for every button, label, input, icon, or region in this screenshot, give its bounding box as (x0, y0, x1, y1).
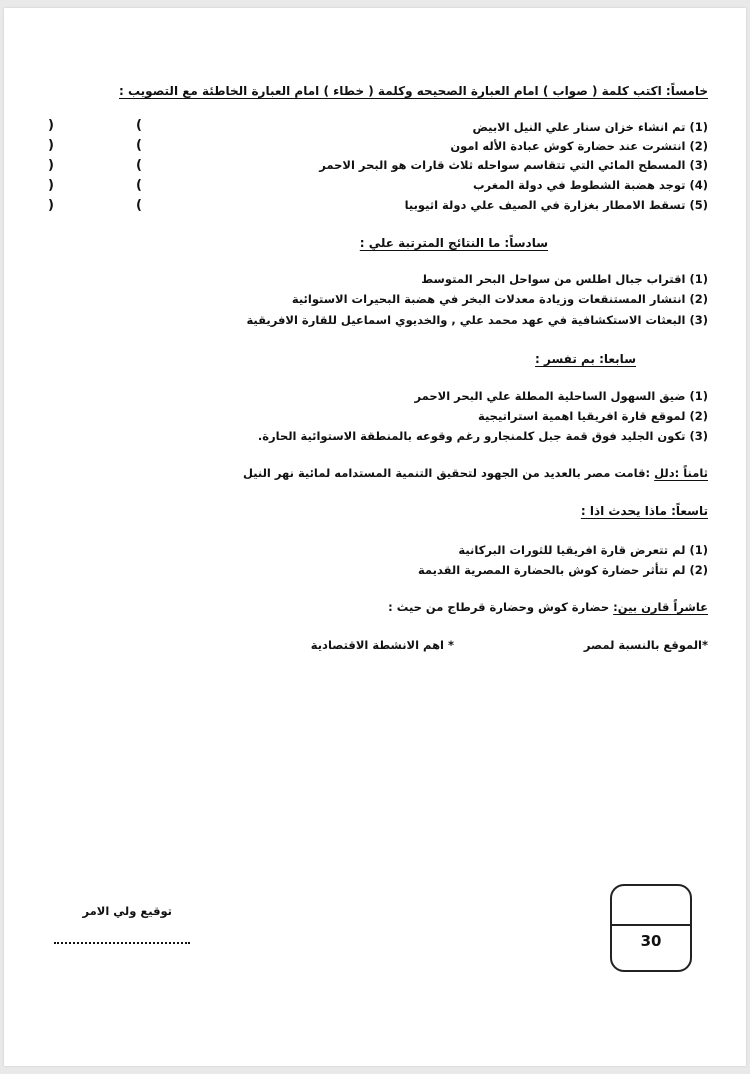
section10-line (388, 600, 708, 614)
section9-heading: تاسعاً: ماذا يحدث اذا : (580, 504, 708, 518)
section7-item-1: (1) ضيق السهول الساحلية المطلة علي البحر الاحمر (414, 389, 708, 403)
answer-paren-open: ( (136, 178, 142, 193)
answer-paren-close: ) (48, 158, 54, 173)
section5-item-5: (5) تسقط الامطار بغزارة في الصيف علي دولة اثيوبيا (404, 198, 708, 212)
answer-paren-open: ( (136, 198, 142, 213)
section10-heading: عاشراً قارن بين: (613, 600, 708, 614)
section5-item-1: (1) تم انشاء خزان سنار علي النيل الابيض (472, 120, 708, 134)
answer-paren-open: ( (136, 158, 142, 173)
section6-item-2: (2) انتشار المستنقعات وزيادة معدلات البخر في هضبة البحيرات الاستوائية (291, 292, 708, 306)
answer-paren-close: ) (48, 138, 54, 153)
score-value: 30 (640, 932, 662, 950)
answer-paren-close: ) (48, 178, 54, 193)
section7-heading: سابعا: بم تفسر : (535, 352, 636, 366)
section10-point-economy: * اهم الانشطة الاقتصادية (310, 638, 454, 652)
section6-item-1: (1) اقتراب جبال اطلس من سواحل البحر المتوسط (421, 272, 708, 286)
score-box-divider (612, 924, 690, 926)
section5-item-2: (2) انتشرت عند حضارة كوش عبادة الأله امون (450, 139, 708, 153)
section8-line (243, 466, 708, 480)
section10-point-location: *الموقع بالنسبة لمصر (583, 638, 708, 652)
section9-item-1: (1) لم تتعرض قارة افريقيا للثورات البركانية (458, 543, 708, 557)
answer-paren-close: ) (48, 198, 54, 213)
section7-item-3: (3) تكون الجليد فوق قمة جبل كلمنجارو رغم وقوعه بالمنطقة الاستوائية الحارة. (257, 429, 708, 443)
worksheet-page (4, 8, 746, 1066)
parent-signature-label: توقيع ولي الامر (82, 904, 172, 918)
section9-item-2: (2) لم تتأثر حضارة كوش بالحضارة المصرية القديمة (417, 563, 708, 577)
section6-item-3: (3) البعثات الاستكشافية في عهد محمد علي , والخديوي اسماعيل للقارة الافريقية (246, 313, 708, 327)
section5-item-3: (3) المسطح المائي التي تتقاسم سواحله ثلاث قارات هو البحر الاحمر (319, 158, 708, 172)
section8-text: :قامت مصر بالعديد من الجهود لتحقيق التنمية المستدامه لمائية نهر النيل (242, 466, 655, 480)
section5-item-4: (4) توجد هضبة الشطوط في دولة المغرب (473, 178, 708, 192)
section8-heading: ثامناً :دلل (654, 466, 708, 480)
section7-item-2: (2) لموقع قارة افريقيا اهمية استراتيجية (478, 409, 708, 423)
section5-heading: خامساً: اكتب كلمة ( صواب ) امام العبارة الصحيحه وكلمة ( خطاء ) امام العبارة الخاطئة مع التصويب : (119, 84, 708, 98)
section10-text: حضارة كوش وحضارة قرطاج من حيث : (388, 600, 614, 614)
answer-paren-open: ( (136, 118, 142, 133)
section6-heading: سادساً: ما النتائج المترتبة علي : (359, 236, 548, 250)
answer-paren-open: ( (136, 138, 142, 153)
signature-dotted-line (54, 942, 190, 944)
answer-paren-close: ) (48, 118, 54, 133)
score-box (610, 884, 692, 972)
